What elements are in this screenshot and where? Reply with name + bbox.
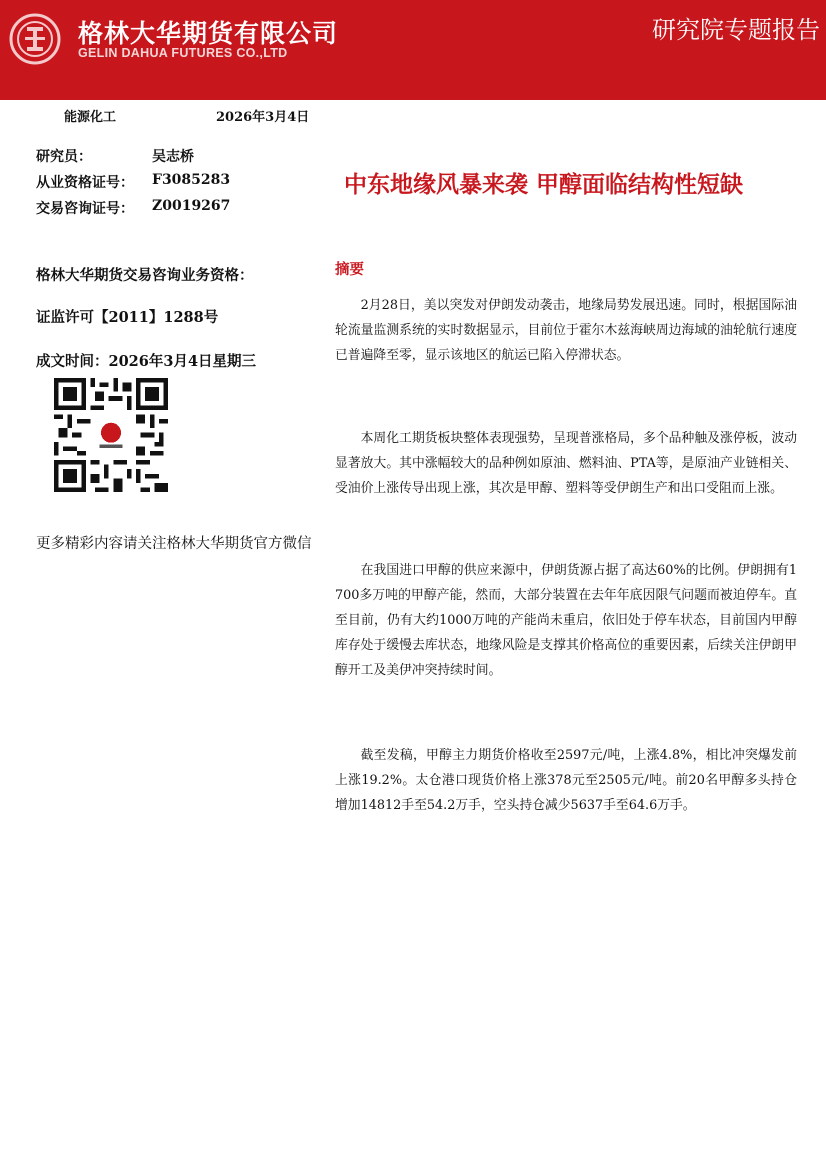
qualification-number: F3085283: [152, 172, 231, 188]
consulting-label: 交易咨询证号：: [36, 201, 134, 217]
wechat-qr-code: [50, 378, 172, 492]
license-heading: 格林大华期货交易咨询业务资格：: [36, 267, 254, 284]
abstract-paragraph: 2月28日，美以突发对伊朗发动袭击，地缘局势发展迅速。同时，根据国际油轮流量监测系统的实时数据显示，目前位于霍尔木兹海峡周边海域的油轮航行速度已普遍降至零，显示该地区的航运已陷入停滞状态。: [335, 298, 797, 363]
abstract-paragraph: 本周化工期货板块整体表现强势，呈现普涨格局，多个品种触及涨停板，波动显著放大。其中涨幅较大的品种例如原油、燃料油、PTA等，是原油产业链相关、受油价上涨传导出现上涨，其次是甲醇、塑料等受伊朗生产和出口受阻而上涨。: [335, 431, 797, 496]
report-date: 2026年3月4日: [216, 110, 310, 125]
abstract-paragraph: 在我国进口甲醇的供应来源中，伊朗货源占据了高达60%的比例。伊朗拥有1700多万吨的甲醇产能，然而，大部分装置在去年年底因限气问题而被迫停车。直至目前，仍有大约1000万吨的产能尚未重启，依旧处于停车状态，目前国内甲醇库存处于缓慢去库状态，地缘风险是支撑其价格高位的重要因素，后续关注伊朗甲醇开工及美伊冲突持续时间。: [335, 563, 797, 678]
researcher-name: 吴志桥: [152, 149, 194, 165]
report-title: 中东地缘风暴来袭 甲醇面临结构性短缺: [344, 171, 744, 198]
report-header: [0, 0, 826, 100]
consulting-number: Z0019267: [152, 198, 231, 214]
written-time: 成文时间：2026年3月4日星期三: [36, 353, 257, 370]
gelin-logo-icon: [8, 12, 62, 66]
follow-wechat-text: 更多精彩内容请关注格林大华期货官方微信: [36, 536, 312, 552]
company-name-en: GELIN DAHUA FUTURES CO.,LTD: [78, 46, 288, 60]
license-number: 证监许可【2011】1288号: [36, 309, 219, 326]
company-name-cn: 格林大华期货有限公司: [78, 19, 339, 48]
qualification-label: 从业资格证号：: [36, 175, 134, 191]
report-type-label: 研究院专题报告: [652, 16, 820, 44]
abstract-paragraph: 截至发稿，甲醇主力期货价格收至2597元/吨，上涨4.8%，相比冲突爆发前上涨19.2%。太仓港口现货价格上涨378元至2505元/吨。前20名甲醇多头持仓增加14812手至54.2万手，空头持仓减少5637手至64.6万手。: [335, 748, 797, 813]
abstract-heading: 摘要: [335, 261, 364, 278]
researcher-label: 研究员：: [36, 149, 92, 165]
sector-label: 能源化工: [64, 110, 117, 125]
